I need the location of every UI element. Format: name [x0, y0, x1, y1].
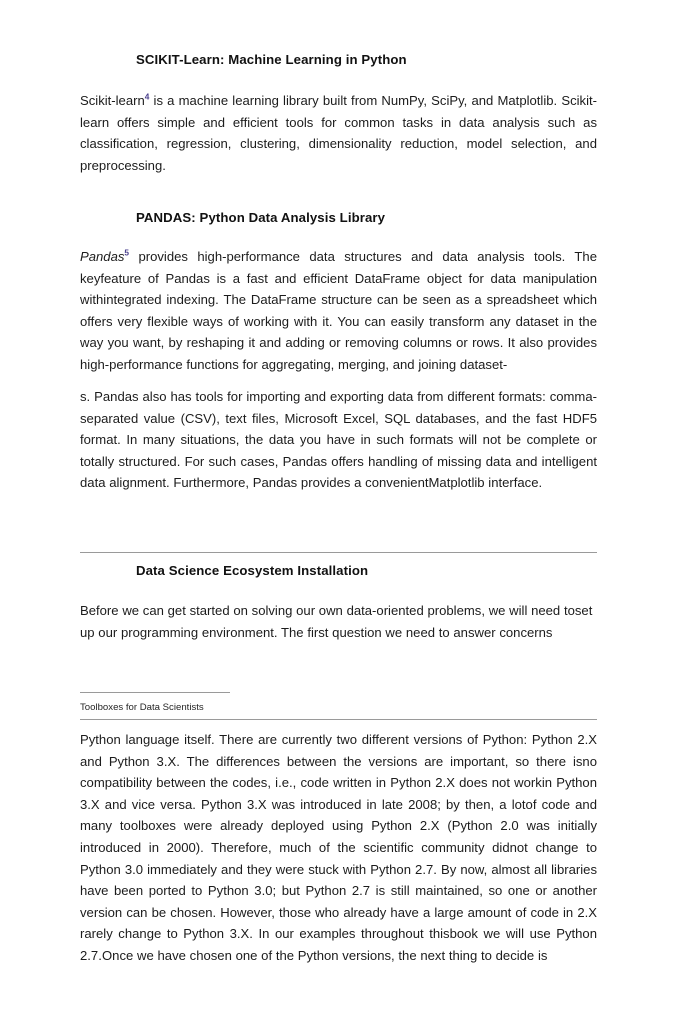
- paragraph-installation-intro: Before we can get started on solving our own data-oriented problems, we will need toset up our programming environment. The first question we need to answer concerns: [80, 603, 593, 640]
- section-heading-installation: Data Science Ecosystem Installation: [136, 563, 369, 578]
- footer-bottom-rule: [80, 719, 597, 720]
- running-footer-label: Toolboxes for Data Scientists: [80, 702, 204, 713]
- footnote-separator-rule: [80, 692, 230, 693]
- paragraph-pandas-second: s. Pandas also has tools for importing and exporting data from different formats: comma-separated value (CSV), text files, Microsoft Excel, SQL databases, and the fast HDF5 format. In many situations, the data you have in such formats will not be complete or totally structured. For such cases, Pandas offers handling of missing data and intelligent data alignment. Furthermore, Pandas provides a convenientMatplotlib interface.: [80, 389, 597, 491]
- paragraph-scikit-learn: [80, 90, 597, 176]
- paragraph-scikit-learn-body: is a machine learning library built from NumPy, SciPy, and Matplotlib. Scikit-learn offers simple and efficient tools for common tasks in data analysis such as classification, regression, clustering, dimensionality reduction, model selection, and preprocessing.: [80, 93, 597, 173]
- paragraph-pandas-first-body: provides high-performance data structures and data analysis tools. The keyfeature of Pandas is a fast and efficient DataFrame object for data manipulation withintegrated indexing. The DataFrame structure can be seen as a spreadsheet which offers very flexible ways of working with it. You can easily transform any dataset in the way you want, by reshaping it and adding or removing columns or rows. It also provides high-performance functions for aggregating, merging, and joining dataset-: [80, 249, 597, 372]
- paragraph-pandas-first: [80, 246, 597, 376]
- footnote-marker-5[interactable]: 5: [124, 247, 130, 258]
- paragraph-python-versions: Python language itself. There are currently two different versions of Python: Python 2.X and Python 3.X. The differences between the versions are important, so there isno compatibility between the codes, i.e., code written in Python 2.X does not workin Python 3.X and vice versa. Python 3.X was introduced in late 2008; by then, a lotof code and many toolboxes were already deployed using Python 2.X (Python 2.0 was initially introduced in 2000). Therefore, much of the scientific community didnot change to Python 3.0 immediately and they were stuck with Python 2.7. By now, almost all libraries have been ported to Python 3.0; but Python 2.7 is still maintained, so one or another version can be chosen. However, those who already have a large amount of code in 2.X rarely change to Python 3.X. In our examples throughout thisbook we will use Python 2.7.: [80, 732, 597, 963]
- footnote-marker-4[interactable]: 4: [144, 91, 150, 102]
- lead-term-scikit-learn: Scikit-learn: [80, 93, 145, 108]
- lead-term-pandas: Pandas: [80, 249, 125, 264]
- paragraph-next-decision: Once we have chosen one of the Python versions, the next thing to decide is: [102, 948, 548, 963]
- section-heading-scikit-learn: SCIKIT-Learn: Machine Learning in Python: [136, 52, 407, 67]
- section-divider-rule: [80, 552, 597, 553]
- section-heading-pandas: PANDAS: Python Data Analysis Library: [136, 210, 386, 225]
